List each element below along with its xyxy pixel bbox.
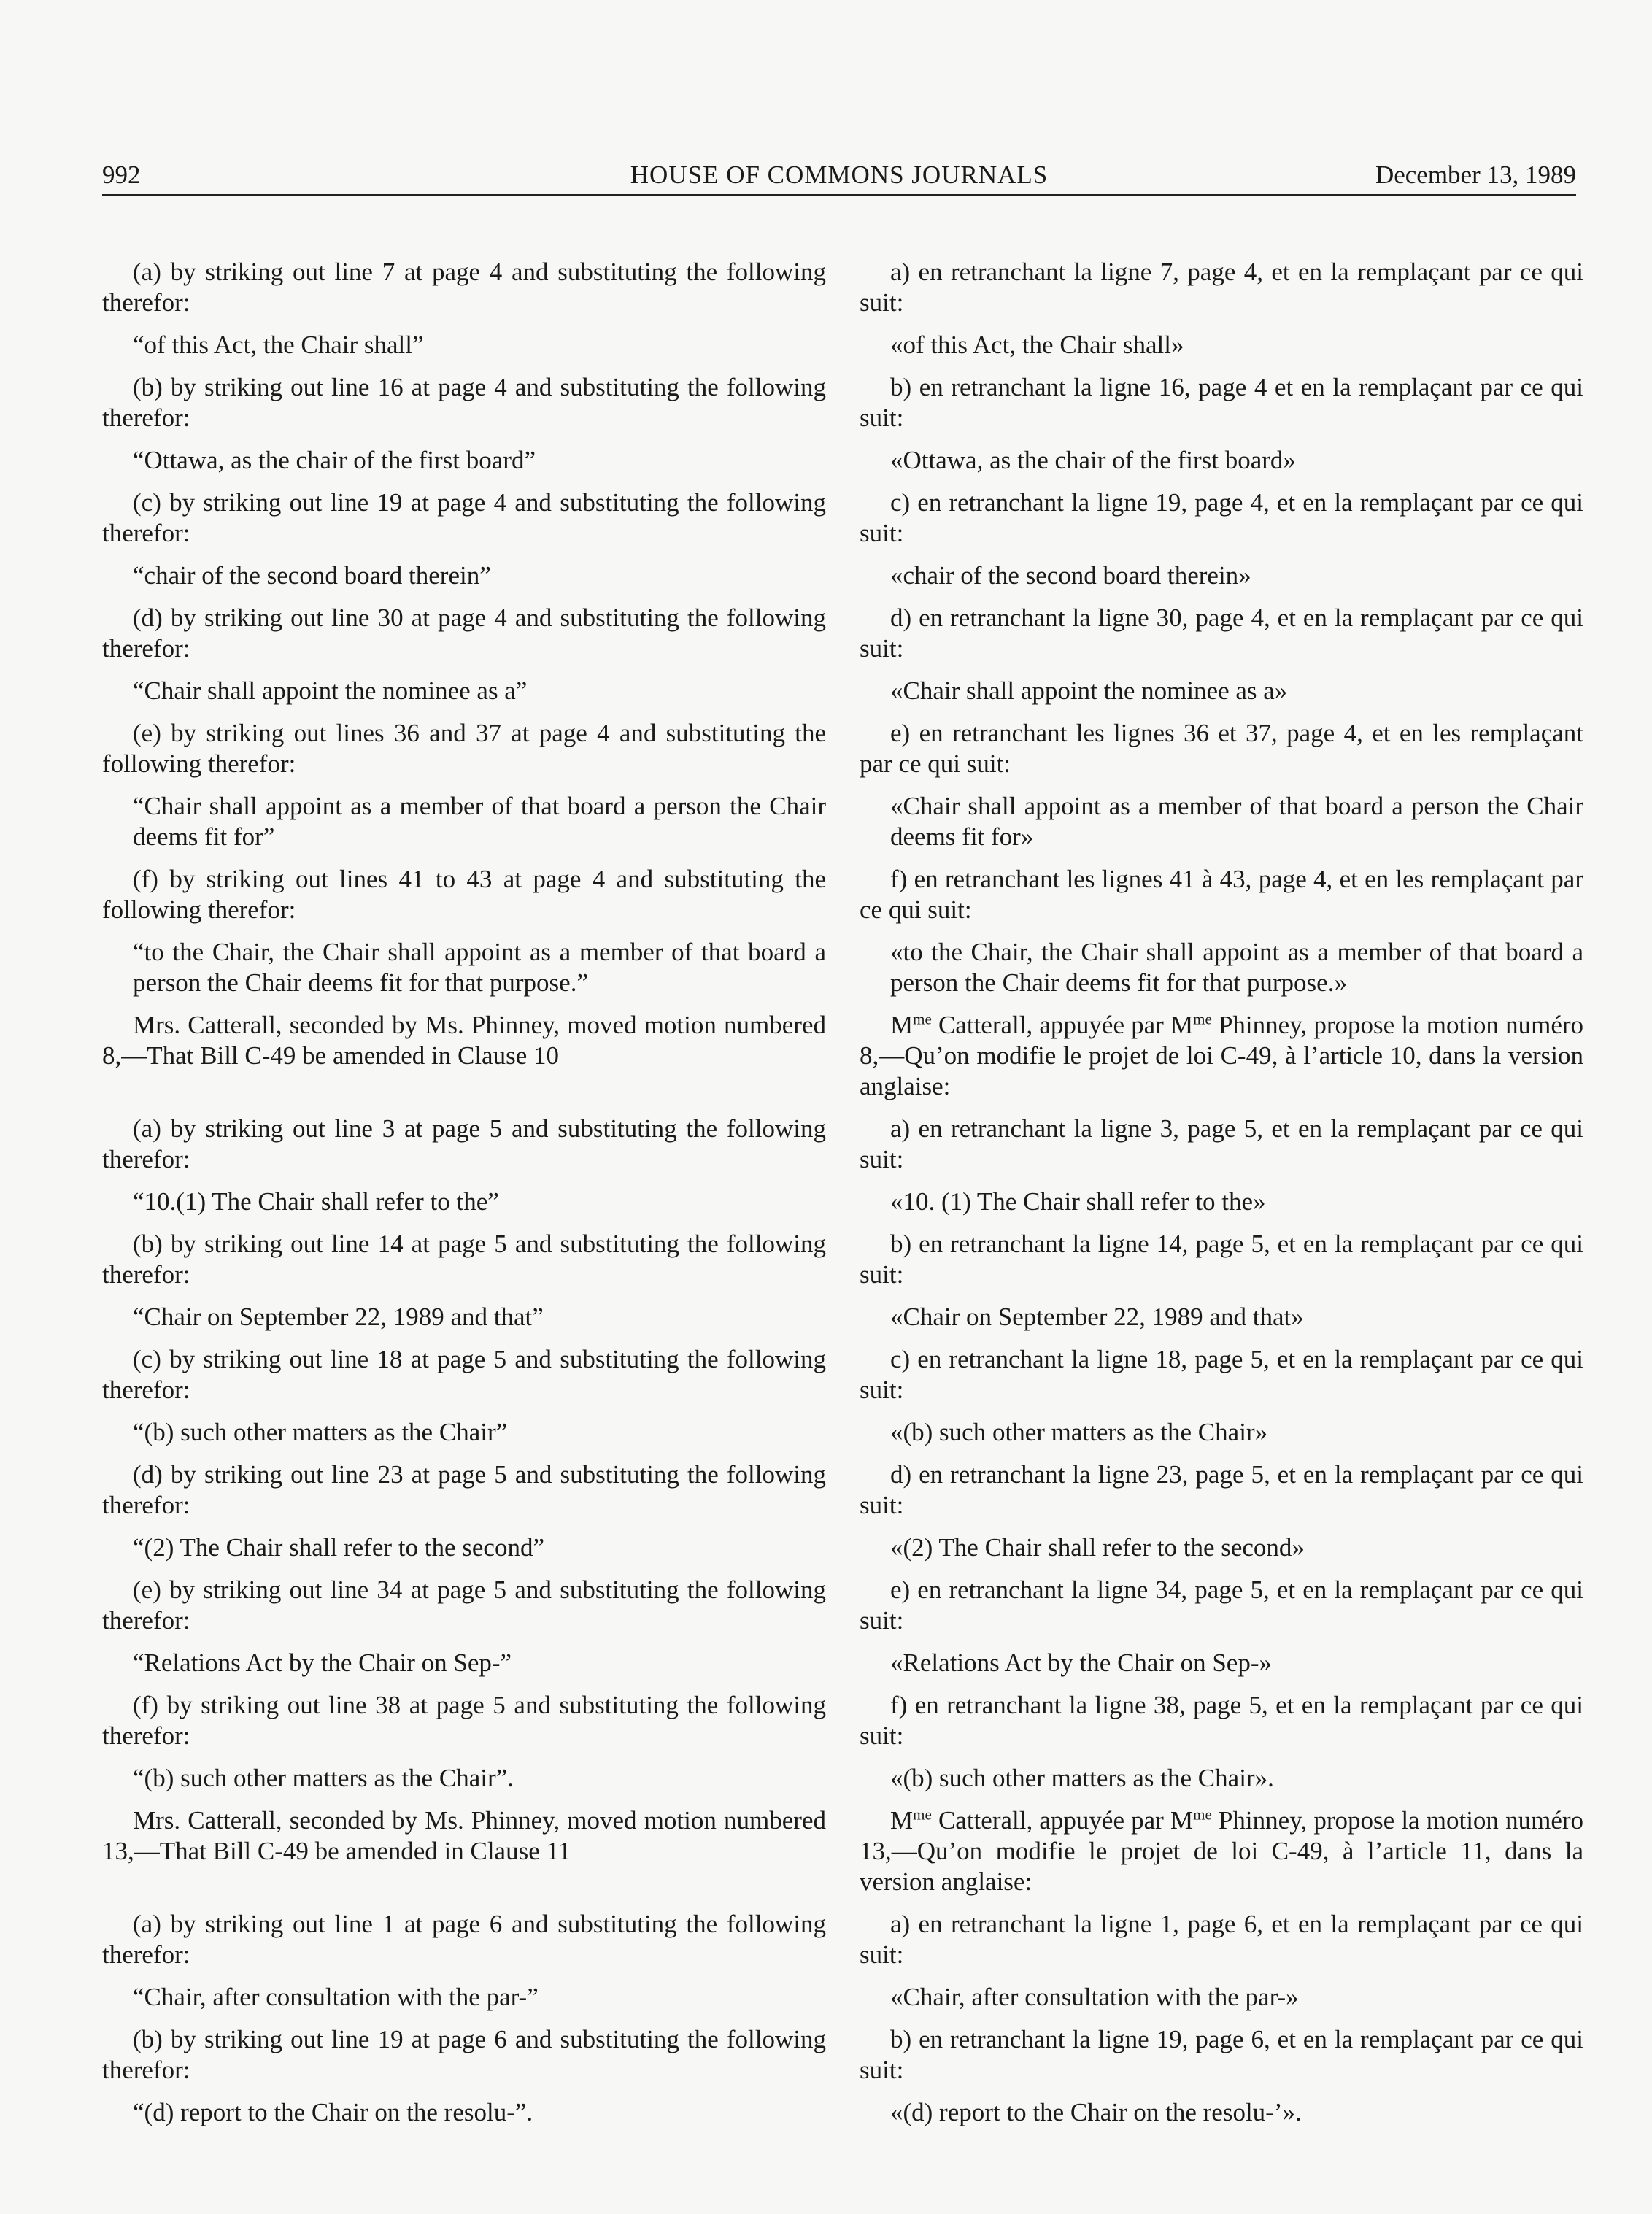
amendment-item: (a) by striking out line 1 at page 6 and substituting the following therefor: <box>102 1910 826 1969</box>
motion-text: Phinney, propose la motion numéro 8,—Qu’on modifie le projet de loi C-49, à l’article 10, dans la version anglaise: <box>860 1011 1584 1100</box>
substitution-quote: «(2) The Chair shall refer to the second» <box>890 1533 1305 1562</box>
amendment-item: (c) by striking out line 19 at page 4 and substituting the following therefor: <box>102 488 826 547</box>
substitution-quote: «10. (1) The Chair shall refer to the» <box>890 1187 1266 1216</box>
spacer <box>102 1878 826 1909</box>
substitution-quote: «Chair on September 22, 1989 and that» <box>890 1303 1304 1331</box>
title-superscript: me <box>1193 1010 1212 1028</box>
amendment-item: a) en retranchant la ligne 7, page 4, et en la remplaçant par ce qui suit: <box>860 258 1583 317</box>
motion-text: Phinney, propose la motion numéro 13,—Qu’on modifie le projet de loi C-49, à l’article 11, dans la version anglaise: <box>860 1806 1584 1896</box>
amendment-item: (a) by striking out line 7 at page 4 and substituting the following therefor: <box>102 258 826 317</box>
spacer <box>102 1083 826 1114</box>
motion-paragraph: $M^{me}$ Catterall, appuyée par $M^{me}$ Phinney, propose la motion numéro 13,—Qu’on modifie le projet de loi C-49, à l’article 11, dans la version anglaise: <box>860 1805 1584 1896</box>
substitution-quote: “(2) The Chair shall refer to the second” <box>133 1533 544 1562</box>
amendment-item: (f) by striking out lines 41 to 43 at page 4 and substituting the following therefor: <box>102 865 826 924</box>
substitution-quote: «Chair shall appoint the nominee as a» <box>890 676 1288 705</box>
substitution-quote: «Chair, after consultation with the par-» <box>890 1983 1299 2011</box>
amendment-item: b) en retranchant la ligne 14, page 5, et en la remplaçant par ce qui suit: <box>860 1230 1583 1289</box>
substitution-quote: “(d) report to the Chair on the resolu-”. <box>133 2098 533 2126</box>
motion-paragraph: $M^{me}$ Catterall, appuyée par $M^{me}$ Phinney, propose la motion numéro 8,—Qu’on modifie le projet de loi C-49, à l’article 10, dans la version anglaise: <box>860 1010 1584 1100</box>
amendment-item: e) en retranchant la ligne 34, page 5, et en la remplaçant par ce qui suit: <box>860 1575 1583 1635</box>
amendment-item: (f) by striking out line 38 at page 5 and substituting the following therefor: <box>102 1691 826 1750</box>
substitution-quote: “(b) such other matters as the Chair”. <box>133 1764 514 1792</box>
amendment-item: (b) by striking out line 16 at page 4 and substituting the following therefor: <box>102 373 826 432</box>
english-column <box>102 257 826 2140</box>
substitution-quote: “chair of the second board therein” <box>133 561 491 590</box>
title-superscript: me <box>913 1010 932 1028</box>
amendment-item: b) en retranchant la ligne 16, page 4 et en la remplaçant par ce qui suit: <box>860 373 1583 432</box>
substitution-quote: «Relations Act by the Chair on Sep-» <box>890 1648 1272 1677</box>
substitution-quote: «chair of the second board therein» <box>890 561 1251 590</box>
amendment-item: (c) by striking out line 18 at page 5 and substituting the following therefor: <box>102 1345 826 1404</box>
substitution-quote: “Chair, after consultation with the par-” <box>133 1983 539 2011</box>
motion-paragraph: Mrs. Catterall, seconded by Ms. Phinney, moved motion numbered 13,—That Bill C-49 be amended in Clause 11 <box>102 1806 826 1865</box>
amendment-item: a) en retranchant la ligne 1, page 6, et en la remplaçant par ce qui suit: <box>860 1910 1583 1969</box>
title-superscript: me <box>1193 1805 1212 1824</box>
amendment-item: f) en retranchant les lignes 41 à 43, page 4, et en les remplaçant par ce qui suit: <box>860 865 1583 924</box>
substitution-quote: «Ottawa, as the chair of the first board» <box>890 446 1296 474</box>
motion-text: Catterall, appuyée par M <box>938 1011 1194 1039</box>
amendment-item: e) en retranchant les lignes 36 et 37, page 4, et en les remplaçant par ce qui suit: <box>860 719 1583 778</box>
amendment-item: c) en retranchant la ligne 19, page 4, et en la remplaçant par ce qui suit: <box>860 488 1583 547</box>
french-column <box>860 257 1583 2140</box>
substitution-quote: «(d) report to the Chair on the resolu-’». <box>890 2098 1302 2126</box>
amendment-item: (d) by striking out line 23 at page 5 and substituting the following therefor: <box>102 1460 826 1519</box>
page-header <box>102 158 1576 196</box>
substitution-quote: “to the Chair, the Chair shall appoint as a member of that board a person the Chair deems fit for that purpose.” <box>133 938 826 997</box>
substitution-quote: «(b) such other matters as the Chair». <box>890 1764 1274 1792</box>
amendment-item: (a) by striking out line 3 at page 5 and substituting the following therefor: <box>102 1114 826 1173</box>
amendment-item: a) en retranchant la ligne 3, page 5, et en la remplaçant par ce qui suit: <box>860 1114 1583 1173</box>
title-superscript: me <box>913 1805 932 1824</box>
substitution-quote: «Chair shall appoint as a member of that board a person the Chair deems fit for» <box>890 792 1583 851</box>
substitution-quote: “Relations Act by the Chair on Sep-” <box>133 1648 512 1677</box>
substitution-quote: “Chair shall appoint the nominee as a” <box>133 676 528 705</box>
motion-text: Catterall, appuyée par M <box>938 1806 1194 1835</box>
amendment-item: (b) by striking out line 19 at page 6 and substituting the following therefor: <box>102 2025 826 2084</box>
substitution-quote: “of this Act, the Chair shall” <box>133 331 424 359</box>
amendment-item: c) en retranchant la ligne 18, page 5, et en la remplaçant par ce qui suit: <box>860 1345 1583 1404</box>
journal-date: December 13, 1989 <box>1375 161 1576 189</box>
amendment-item: (e) by striking out line 34 at page 5 and substituting the following therefor: <box>102 1575 826 1635</box>
motion-paragraph: Mrs. Catterall, seconded by Ms. Phinney, moved motion numbered 8,—That Bill C-49 be amended in Clause 10 <box>102 1011 826 1070</box>
amendment-item: b) en retranchant la ligne 19, page 6, et en la remplaçant par ce qui suit: <box>860 2025 1583 2084</box>
journal-title: HOUSE OF COMMONS JOURNALS <box>630 161 1049 189</box>
amendment-item: (d) by striking out line 30 at page 4 and substituting the following therefor: <box>102 603 826 663</box>
substitution-quote: «to the Chair, the Chair shall appoint as a member of that board a person the Chair deems fit for that purpose.» <box>890 938 1583 997</box>
substitution-quote: “(b) such other matters as the Chair” <box>133 1418 508 1446</box>
amendment-item: (e) by striking out lines 36 and 37 at page 4 and substituting the following therefor: <box>102 719 826 778</box>
amendment-item: (b) by striking out line 14 at page 5 and substituting the following therefor: <box>102 1230 826 1289</box>
substitution-quote: “Chair shall appoint as a member of that board a person the Chair deems fit for” <box>133 792 826 851</box>
substitution-quote: «(b) such other matters as the Chair» <box>890 1418 1268 1446</box>
substitution-quote: “Chair on September 22, 1989 and that” <box>133 1303 544 1331</box>
substitution-quote: “Ottawa, as the chair of the first board” <box>133 446 536 474</box>
substitution-quote: “10.(1) The Chair shall refer to the” <box>133 1187 499 1216</box>
page-number: 992 <box>102 161 141 189</box>
amendment-item: d) en retranchant la ligne 23, page 5, et en la remplaçant par ce qui suit: <box>860 1460 1583 1519</box>
amendment-item: f) en retranchant la ligne 38, page 5, et en la remplaçant par ce qui suit: <box>860 1691 1583 1750</box>
substitution-quote: «of this Act, the Chair shall» <box>890 331 1184 359</box>
amendment-item: d) en retranchant la ligne 30, page 4, et en la remplaçant par ce qui suit: <box>860 603 1583 663</box>
